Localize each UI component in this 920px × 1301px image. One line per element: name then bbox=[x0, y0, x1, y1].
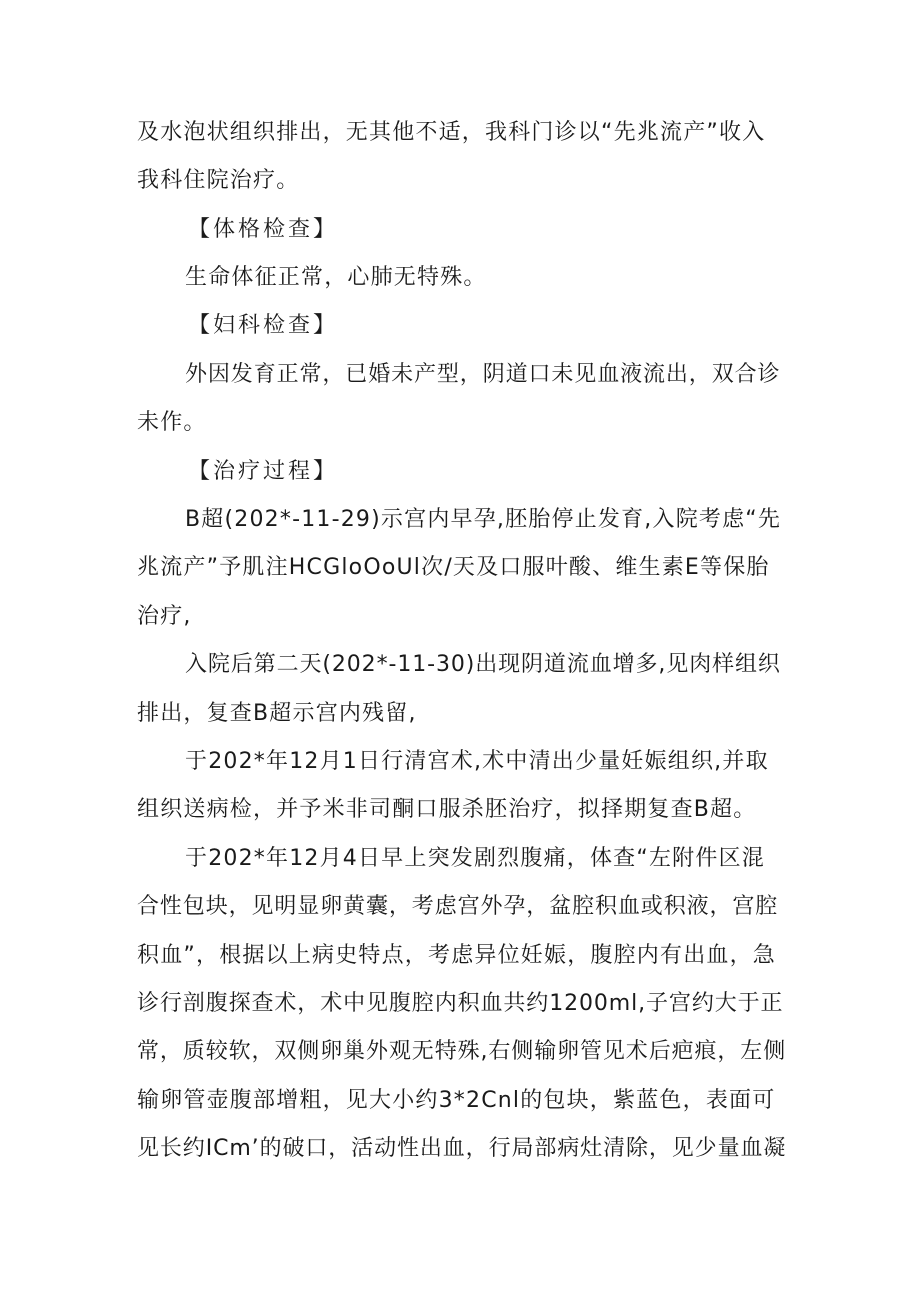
text-line-11: 治疗, bbox=[137, 604, 192, 629]
section-heading-treatment-process: 【治疗过程】 bbox=[188, 459, 339, 484]
text-line-6: 外因发育正常，已婚未产型，阴道口未见血液流出，双合诊 bbox=[185, 362, 781, 387]
text-line-13: 排出，复查B超示宫内残留, bbox=[137, 701, 417, 726]
text-line-7: 未作。 bbox=[137, 410, 207, 435]
text-line-10: 兆流产”予肌注HCGloOoUl次/天及口服叶酸、维生素E等保胎 bbox=[137, 555, 770, 580]
text-line-16: 于202*年12月4日早上突发剧烈腹痛，体查“左附件区混 bbox=[185, 846, 765, 871]
text-line-9: B超(202*-11-29)示宫内早孕,胚胎停止发育,入院考虑“先 bbox=[185, 507, 782, 532]
text-line-20: 常，质较软，双侧卵巢外观无特殊,右侧输卵管见术后疤痕，左侧 bbox=[137, 1039, 787, 1064]
text-line-15: 组织送病检，并予米非司酮口服杀胚治疗，拟择期复查B超。 bbox=[137, 797, 757, 822]
text-line-21: 输卵管壶腹部增粗，见大小约3*2Cnl的包块，紫蓝色，表面可 bbox=[137, 1088, 776, 1113]
text-line-4: 生命体征正常，心肺无特殊。 bbox=[185, 265, 487, 290]
text-line-17: 合性包块，见明显卵黄囊，考虑宫外孕，盆腔积血或积液，宫腔 bbox=[137, 894, 779, 919]
section-heading-physical-exam: 【体格检查】 bbox=[188, 217, 339, 242]
text-line-1: 及水泡状组织排出，无其他不适，我科门诊以“先兆流产”收入 bbox=[137, 120, 766, 145]
text-line-22: 见长约ICm’的破口，活动性出血，行局部病灶清除，见少量血凝 bbox=[137, 1136, 787, 1161]
section-heading-gynecologic-exam: 【妇科检查】 bbox=[188, 313, 339, 338]
text-line-12: 入院后第二天(202*-11-30)出现阴道流血增多,见肉样组织 bbox=[185, 652, 781, 677]
text-line-18: 积血”，根据以上病史特点，考虑异位妊娠，腹腔内有出血，急 bbox=[137, 943, 776, 968]
text-line-2: 我科住院治疗。 bbox=[137, 168, 300, 193]
text-line-19: 诊行剖腹探查术，术中见腹腔内积血共约1200ml,子宫约大于正 bbox=[137, 991, 784, 1016]
text-line-14: 于202*年12月1日行清宫术,术中清出少量妊娠组织,并取 bbox=[185, 749, 769, 774]
